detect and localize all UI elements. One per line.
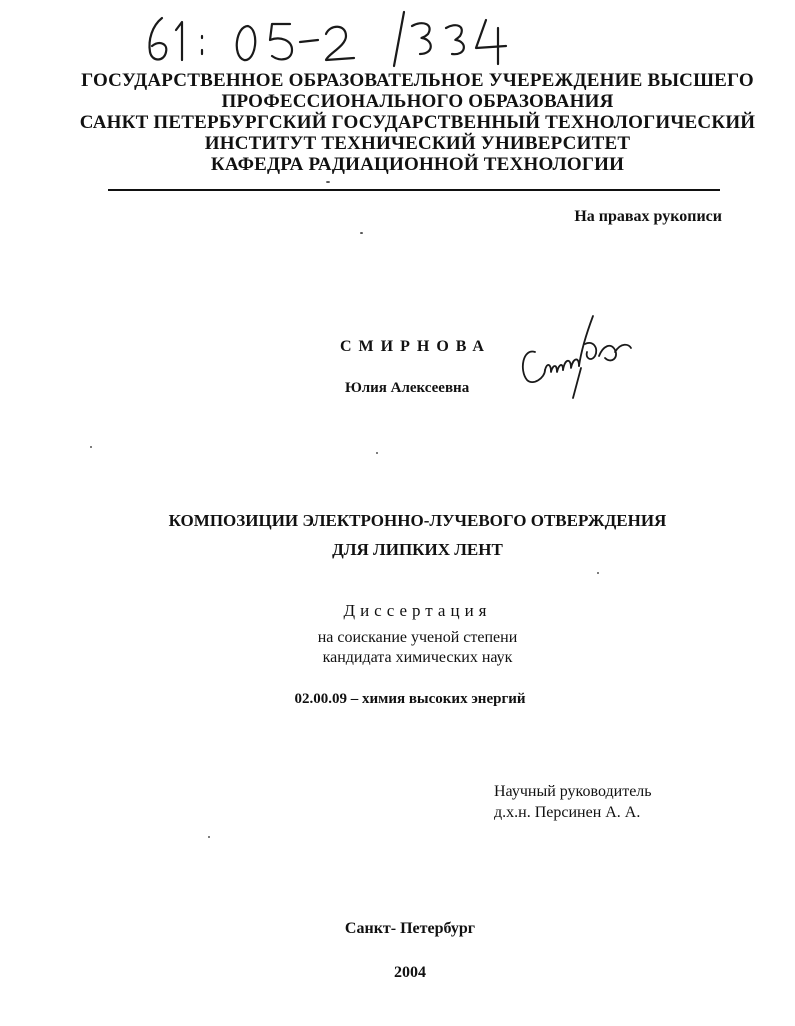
institution-header (60, 70, 775, 175)
supervisor-block (494, 781, 652, 823)
institution-line-3: САНКТ ПЕТЕРБУРГСКИЙ ГОСУДАРСТВЕННЫЙ ТЕХНОЛОГИЧЕСКИЙ (79, 112, 756, 133)
degree-description (60, 628, 775, 668)
scan-speck (360, 232, 363, 234)
degree-line-2: кандидата химических наук (322, 649, 513, 666)
supervisor-name: д.х.н. Персинен А. А. (494, 804, 641, 821)
document-type: Диссертация (343, 601, 492, 620)
scan-speck (90, 446, 92, 448)
city: Санкт- Петербург (344, 920, 476, 937)
degree-line-1: на соискание ученой степени (317, 629, 518, 646)
year: 2004 (394, 964, 426, 981)
institution-line-4: ИНСТИТУТ ТЕХНИЧЕСКИЙ УНИВЕРСИТЕТ (204, 133, 631, 154)
institution-line-5: КАФЕДРА РАДИАЦИОННОЙ ТЕХНОЛОГИИ (210, 154, 625, 175)
thesis-title (60, 506, 775, 564)
manuscript-rights-note: На правах рукописи (574, 208, 722, 225)
author-surname: СМИРНОВА (340, 338, 491, 355)
author-given-names: Юлия Алексеевна (345, 380, 470, 396)
thesis-title-line-1: КОМПОЗИЦИИ ЭЛЕКТРОННО-ЛУЧЕВОГО ОТВЕРЖДЕНИЯ (168, 511, 667, 530)
institution-line-2: ПРОФЕССИОНАЛЬНОГО ОБРАЗОВАНИЯ (221, 91, 614, 112)
scan-speck (326, 181, 330, 183)
specialty-code: 02.00.09 – химия высоких энергий (294, 691, 526, 707)
scan-speck (597, 572, 599, 574)
supervisor-role: Научный руководитель (494, 783, 652, 800)
handwritten-archive-number (140, 8, 520, 68)
institution-line-1: ГОСУДАРСТВЕННОЕ ОБРАЗОВАТЕЛЬНОЕ УЧЕРЕЖДЕНИЕ ВЫСШЕГО (81, 70, 754, 91)
scan-speck (208, 836, 210, 838)
author-signature (515, 312, 640, 402)
header-divider (108, 189, 720, 191)
scan-speck (376, 452, 378, 454)
thesis-title-line-2: ДЛЯ ЛИПКИХ ЛЕНТ (332, 540, 503, 559)
